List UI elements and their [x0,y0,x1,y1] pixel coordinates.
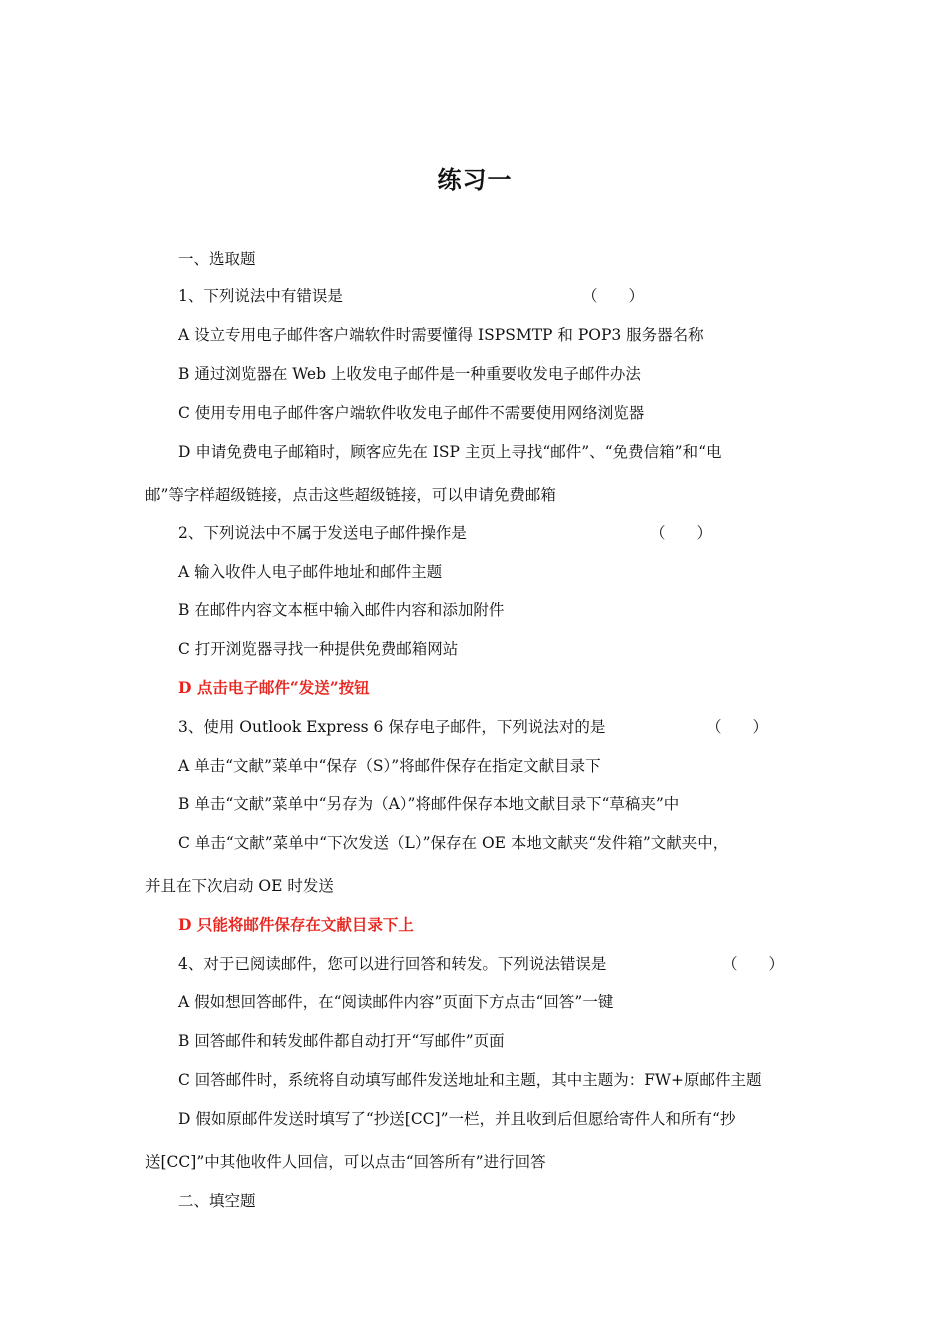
question-1-answer-blank: （ ） [582,287,645,305]
question-3-option-a: A 单击“文献”菜单中“保存（S）”将邮件保存在指定文献目录下 [178,757,601,775]
question-3-option-c-line1: C 单击“文献”菜单中“下次发送（L）”保存在 OE 本地文献夹“发件箱”文献夹中， [178,834,729,852]
question-3-option-c-line2: 并且在下次启动 OE 时发送 [145,877,334,895]
question-4-option-d-line2: 送[CC]”中其他收件人回信，可以点击“回答所有”进行回答 [145,1153,546,1171]
section-heading-choice: 一、选取题 [178,250,256,268]
question-2-stem: 2、下列说法中不属于发送电子邮件操作是 [178,524,467,542]
question-2-option-c: C 打开浏览器寻找一种提供免费邮箱网站 [178,640,459,658]
question-4-option-c: C 回答邮件时，系统将自动填写邮件发送地址和主题，其中主题为：FW+原邮件主题 [178,1071,762,1089]
question-4-option-d-line1: D 假如原邮件发送时填写了“抄送[CC]”一栏，并且收到后但愿给寄件人和所有“抄 [178,1110,736,1128]
question-1-option-d-line2: 邮”等字样超级链接，点击这些超级链接，可以申请免费邮箱 [145,486,556,504]
question-4-option-b: B 回答邮件和转发邮件都自动打开“写邮件”页面 [178,1032,505,1050]
question-4-answer-blank: （ ） [722,955,785,973]
question-2-answer-blank: （ ） [650,524,713,542]
question-1-option-b: B 通过浏览器在 Web 上收发电子邮件是一种重要收发电子邮件办法 [178,365,641,383]
question-1-option-d-line1: D 申请免费电子邮箱时，顾客应先在 ISP 主页上寻找“邮件”、“免费信箱”和“电 [178,443,722,461]
question-2-option-b: B 在邮件内容文本框中输入邮件内容和添加附件 [178,601,505,619]
question-4-stem: 4、对于已阅读邮件，您可以进行回答和转发。下列说法错误是 [178,955,607,973]
section-heading-fill-in: 二、填空题 [178,1192,256,1210]
question-2-option-d-answer: D 点击电子邮件“发送”按钮 [178,678,370,697]
question-3-stem: 3、使用 Outlook Express 6 保存电子邮件，下列说法对的是 [178,718,606,736]
question-3-answer-blank: （ ） [706,718,769,736]
question-3-option-d-answer: D 只能将邮件保存在文献目录下上 [178,915,414,934]
question-1-option-a: A 设立专用电子邮件客户端软件时需要懂得 ISPSMTP 和 POP3 服务器名称 [178,326,704,344]
question-2-option-a: A 输入收件人电子邮件地址和邮件主题 [178,563,443,581]
page-title: 练习一 [437,166,513,194]
question-4-option-a: A 假如想回答邮件，在“阅读邮件内容”页面下方点击“回答”一键 [178,993,614,1011]
question-3-option-b: B 单击“文献”菜单中“另存为（A）”将邮件保存本地文献目录下“草稿夹”中 [178,795,680,813]
question-1-option-c: C 使用专用电子邮件客户端软件收发电子邮件不需要使用网络浏览器 [178,404,645,422]
question-1-stem: 1、下列说法中有错误是 [178,287,343,305]
